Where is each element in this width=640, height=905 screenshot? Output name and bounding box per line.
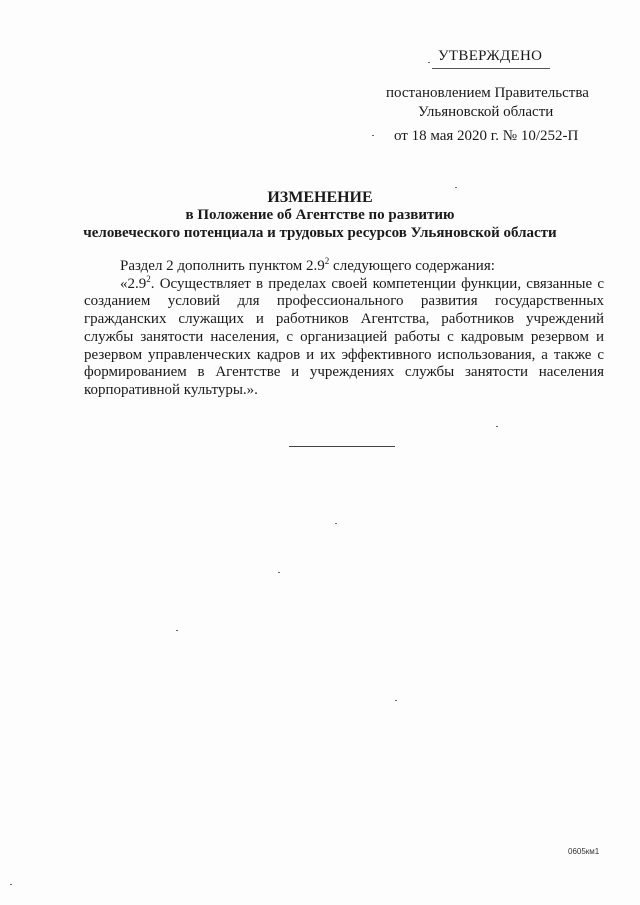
scan-speck bbox=[372, 135, 374, 136]
clause-superscript: 2 bbox=[146, 273, 151, 284]
scan-speck bbox=[278, 572, 280, 573]
paragraph-clause bbox=[84, 273, 604, 400]
intro-superscript: 2 bbox=[324, 256, 330, 266]
approved-underline bbox=[432, 68, 550, 69]
document-subtitle-line1: в Положение об Агентстве по развитию bbox=[185, 207, 455, 223]
document-subtitle-line2: человеческого потенциала и трудовых ресурсов Ульяновской области bbox=[83, 225, 557, 241]
decree-date-number: от 18 мая 2020 г. № 10/252-П bbox=[394, 128, 579, 144]
document-title: ИЗМЕНЕНИЕ bbox=[267, 189, 373, 206]
paragraph-intro bbox=[84, 258, 604, 276]
scan-speck bbox=[395, 700, 397, 701]
intro-text-end: следующего содержания: bbox=[329, 258, 495, 274]
scan-speck bbox=[428, 62, 430, 63]
clause-text: . Осуществляет в пределах своей компетенции функции, связанные с созданием условий для профессионального развития государственных гражданских служащих и работников Агентства, работников учреждений службы занятости населения, с организацией работы с кадровым резервом и резервом управленческих кадров и их эффективного использования, а также с формированием в Агентстве и учреждениях службы занятости населения корпоративной культуры.». bbox=[84, 275, 604, 398]
end-of-document-rule bbox=[289, 446, 395, 447]
document-code: 0605км1 bbox=[568, 847, 600, 856]
scan-speck bbox=[176, 630, 178, 631]
document-body bbox=[84, 258, 604, 400]
decree-reference-line1: постановлением Правительства bbox=[386, 85, 589, 101]
scan-speck bbox=[455, 187, 457, 188]
approved-stamp-label: УТВЕРЖДЕНО bbox=[438, 48, 543, 64]
intro-text-start: Раздел 2 дополнить пунктом 2.9 bbox=[120, 258, 325, 274]
clause-number: «2.9 bbox=[120, 275, 147, 292]
scan-speck bbox=[10, 884, 12, 885]
scan-speck bbox=[335, 523, 337, 524]
decree-reference-line2: Ульяновской области bbox=[418, 104, 554, 120]
scan-speck bbox=[496, 426, 498, 427]
